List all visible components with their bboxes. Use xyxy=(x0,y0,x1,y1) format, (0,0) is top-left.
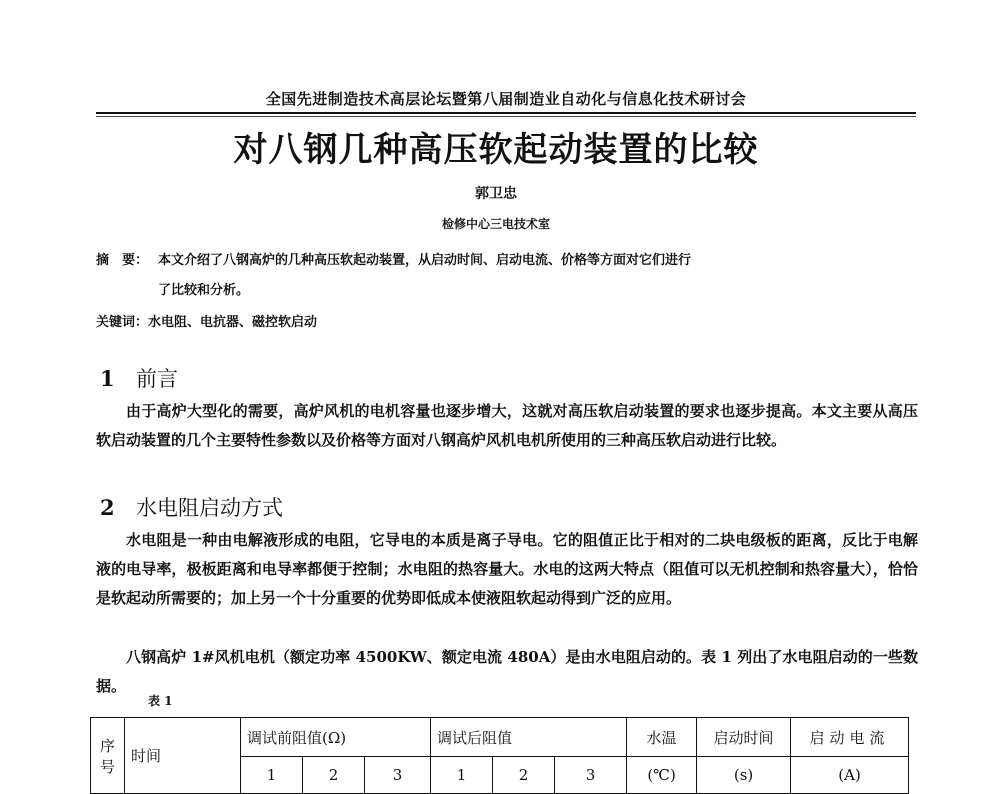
data-table xyxy=(90,717,909,794)
header-start-time: 启动时间 xyxy=(697,718,791,757)
keywords-label: 关键词： xyxy=(96,315,149,330)
table-caption: 表 1 xyxy=(148,694,173,708)
header-seq: 序 号 xyxy=(91,718,125,794)
section-heading-2 xyxy=(100,492,283,522)
subheader-cell: 2 xyxy=(493,757,555,794)
subheader-cell: 3 xyxy=(555,757,627,794)
abstract-label: 摘 要： xyxy=(96,253,149,268)
header-rule xyxy=(96,112,916,114)
subheader-cell: 1 xyxy=(241,757,303,794)
header-rule-thin xyxy=(96,116,916,117)
header-water-temp: 水温 xyxy=(627,718,697,757)
affiliation: 检修中心三电技术室 xyxy=(441,217,550,231)
abstract xyxy=(96,246,916,306)
header-time: 时间 xyxy=(125,718,241,794)
header-start-current: 启动电流 xyxy=(791,718,909,757)
running-header: 全国先进制造技术高层论坛暨第八届制造业自动化与信息化技术研讨会 xyxy=(265,90,747,108)
subheader-cell: (℃) xyxy=(627,757,697,794)
subheader-cell: (s) xyxy=(697,757,791,794)
paragraph-blast-furnace: 八钢高炉 1#风机电机（额定功率 4500KW、额定电流 480A）是由水电阻启动的。表 1 列出了水电阻启动的一些数据。 xyxy=(96,648,918,695)
abstract-line-1 xyxy=(96,246,916,276)
header-before: 调试前阻值(Ω) xyxy=(241,718,431,757)
subheader-cell: (A) xyxy=(791,757,909,794)
subheader-cell: 3 xyxy=(365,757,431,794)
abstract-text-2: 了比较和分析。 xyxy=(158,283,250,298)
paragraph-intro: 由于高炉大型化的需要，高炉风机的电机容量也逐步增大，这就对高压软启动装置的要求也逐步提高。本文主要从高压软启动装置的几个主要特性参数以及价格等方面对八钢高炉风机电机所使用的三种高压软启动进行比较。 xyxy=(96,402,918,449)
table-header-row xyxy=(91,718,909,757)
keywords-text: 水电阻、电抗器、磁控软启动 xyxy=(148,315,318,330)
subheader-cell: 1 xyxy=(431,757,493,794)
abstract-text-1: 本文介绍了八钢高炉的几种高压软起动装置，从启动时间、启动电流、价格等方面对它们进行 xyxy=(158,253,692,268)
section-number: 2 xyxy=(100,495,115,520)
author: 郭卫忠 xyxy=(475,186,517,202)
keywords xyxy=(96,311,916,330)
paragraph-water-resistor: 水电阻是一种由电解液形成的电阻，它导电的本质是离子导电。它的阻值正比于相对的二块电级板的距离，反比于电解液的电导率，极板距离和电导率都便于控制；水电阻的热容量大。水电的这两大特点（阻值可以无机控制和热容量大），恰恰是软起动所需要的；加上另一个十分重要的优势即低成本使液阻软起动得到广泛的应用。 xyxy=(96,531,918,607)
section-title: 前言 xyxy=(136,367,178,391)
paper-title: 对八钢几种高压软起动装置的比较 xyxy=(233,130,759,170)
section-heading-1 xyxy=(100,363,178,393)
subheader-cell: 2 xyxy=(303,757,365,794)
section-number: 1 xyxy=(100,366,115,391)
header-after: 调试后阻值 xyxy=(431,718,627,757)
section-title: 水电阻启动方式 xyxy=(136,496,283,520)
